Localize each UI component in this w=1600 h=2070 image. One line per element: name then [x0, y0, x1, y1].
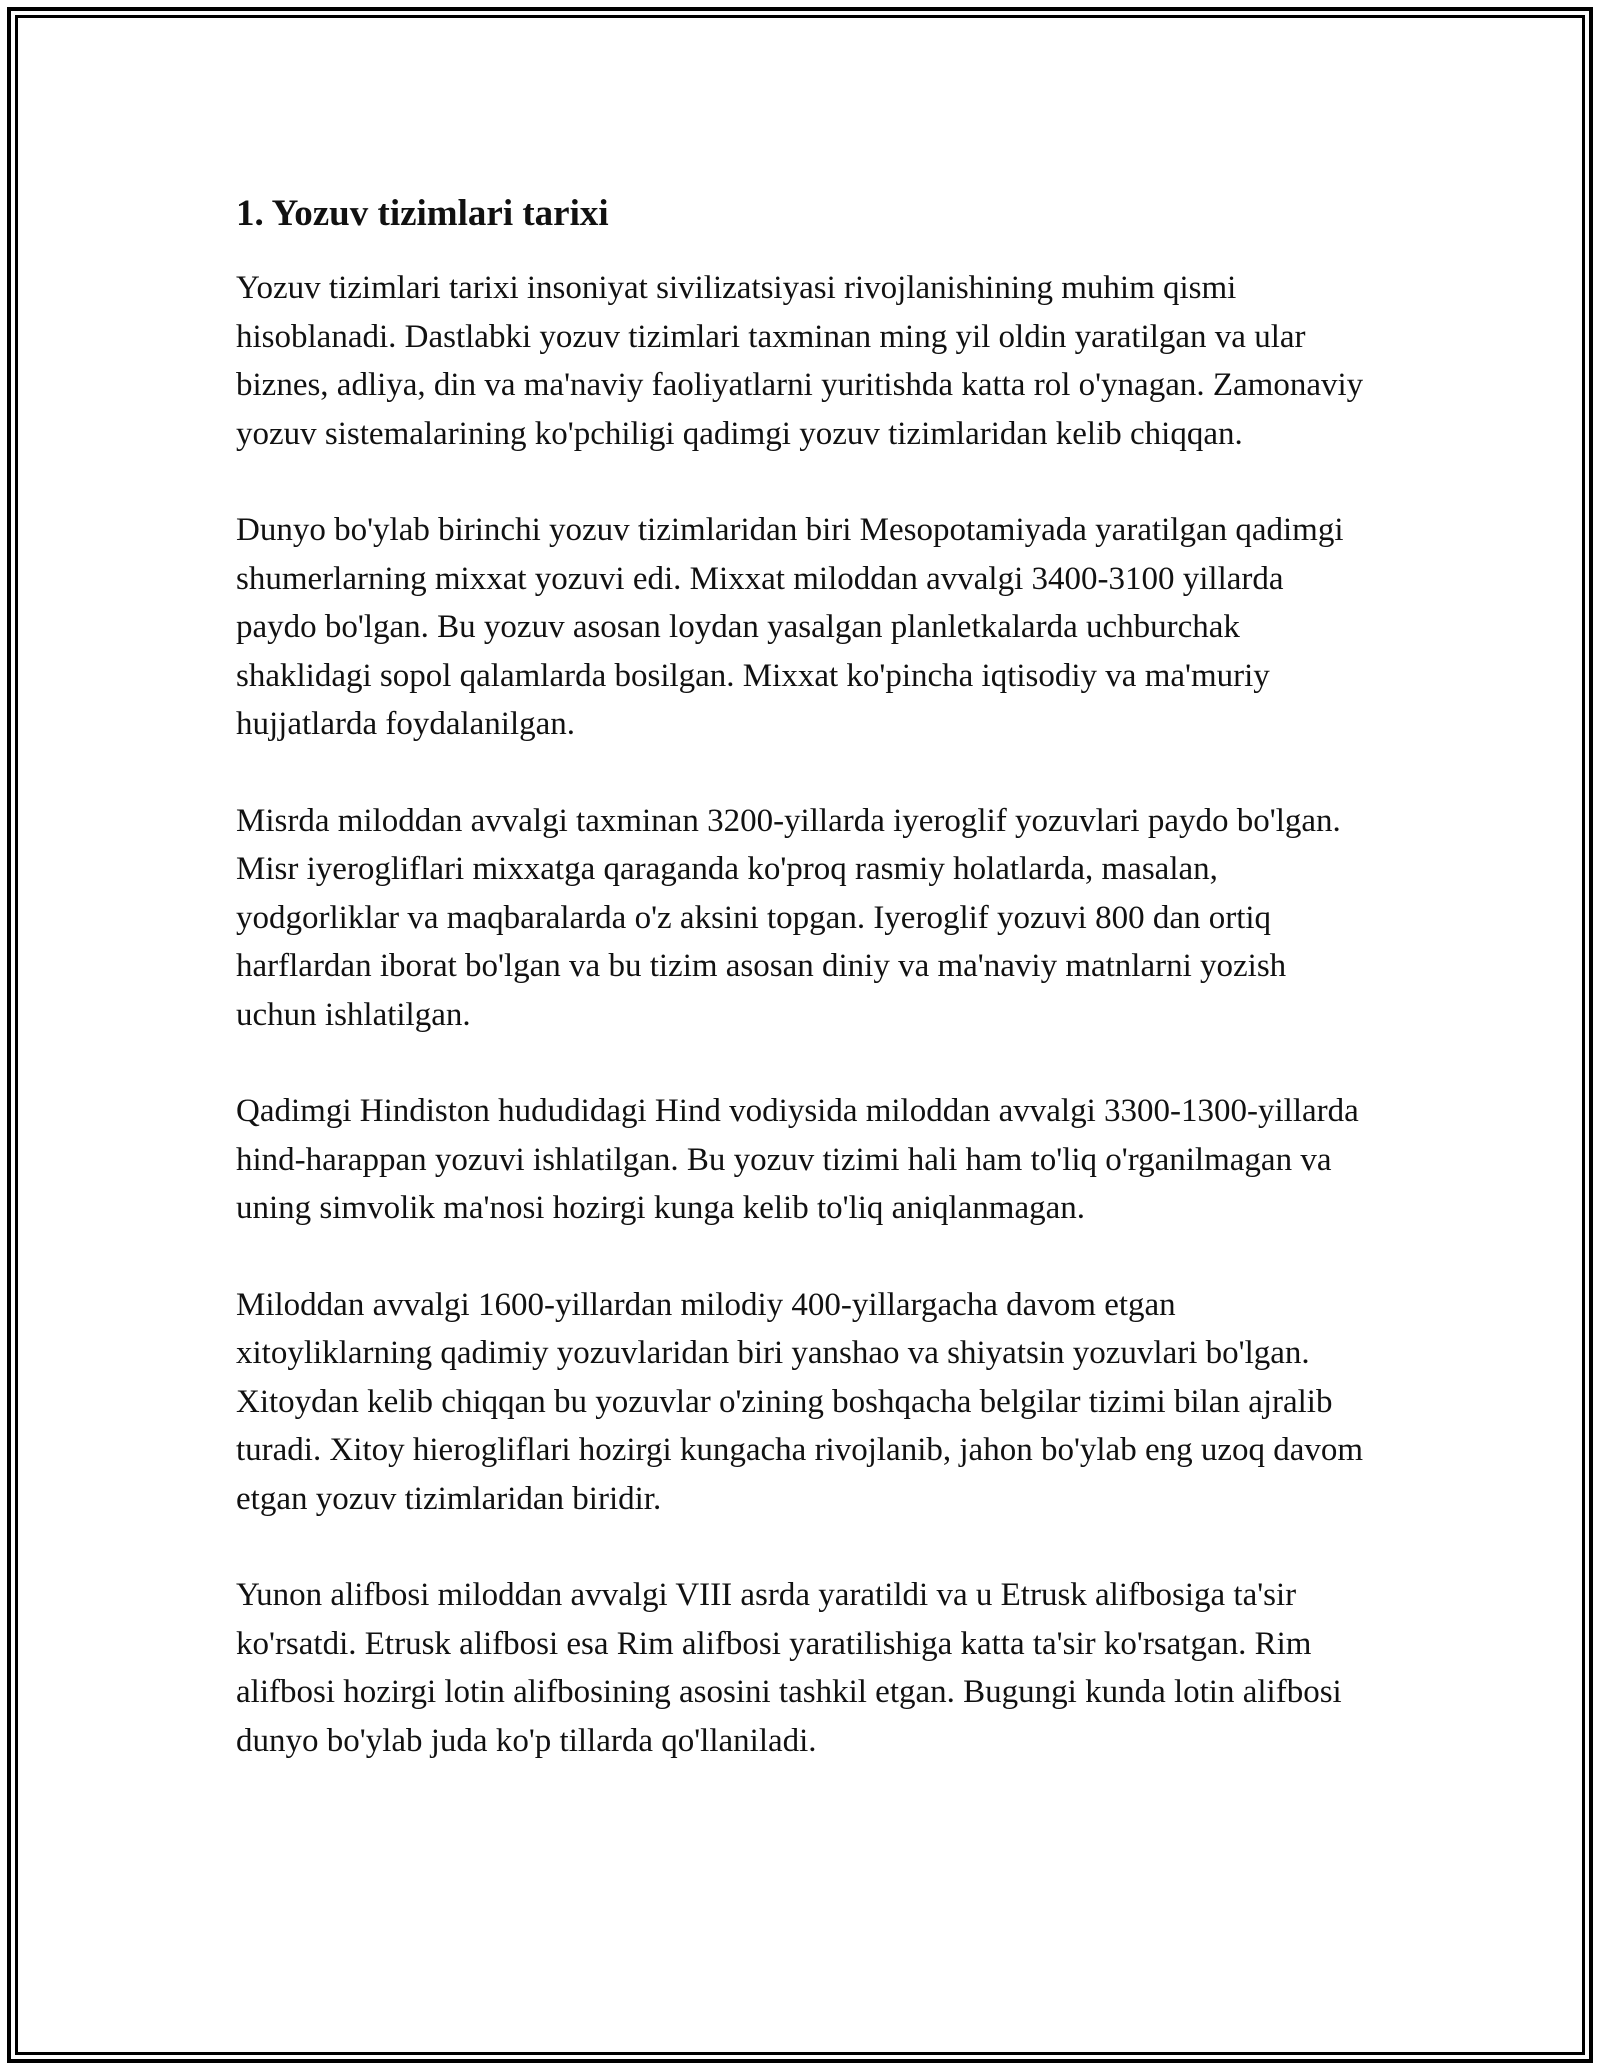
section-heading: 1. Yozuv tizimlari tarixi — [236, 193, 609, 234]
paragraph-introduction: Yozuv tizimlari tarixi insoniyat sivilizatsiyasi rivojlanishining muhim qismi hisoblanadi. Dastlabki yozuv tizimlari taxminan ming yil oldin yaratilgan va ular biznes, adliya, din va ma'naviy faoliyatlarni yuritishda katta rol o'ynagan. Zamonaviy yozuv sistemalarining ko'pchiligi qadimgi yozuv tizimlaridan kelib chiqqan. — [236, 270, 1364, 452]
paragraph-china: Miloddan avvalgi 1600-yillardan milodiy 400-yillargacha davom etgan xitoyliklarning qadimiy yozuvlaridan biri yanshao va shiyatsin yozuvlari bo'lgan. Xitoydan kelib chiqqan bu yozuvlar o'zining boshqacha belgilar tizimi bilan ajralib turadi. Xitoy hierogliflari hozirgi kungacha rivojlanib, jahon bo'ylab eng uzoq davom etgan yozuv tizimlaridan biridir. — [236, 1286, 1364, 1517]
document-body — [236, 186, 1366, 1765]
paragraph-egypt: Misrda miloddan avvalgi taxminan 3200-yillarda iyeroglif yozuvlari paydo bo'lgan. Misr iyerogliflari mixxatga qaraganda ko'proq rasmiy holatlarda, masalan, yodgorliklar va maqbaralarda o'z aksini topgan. Iyeroglif yozuvi 800 dan ortiq harflardan iborat bo'lgan va bu tizim asosan diniy va ma'naviy matnlarni yozish uchun ishlatilgan. — [236, 802, 1341, 1033]
paragraph-mesopotamia: Dunyo bo'ylab birinchi yozuv tizimlaridan biri Mesopotamiyada yaratilgan qadimgi shumerlarning mixxat yozuvi edi. Mixxat miloddan avvalgi 3400-3100 yillarda paydo bo'lgan. Bu yozuv asosan loydan yasalgan planletkalarda uchburchak shaklidagi sopol qalamlarda bosilgan. Mixxat ko'pincha iqtisodiy va ma'muriy hujjatlarda foydalanilgan. — [236, 512, 1344, 742]
paragraph-indus: Qadimgi Hindiston hududidagi Hind vodiysida miloddan avvalgi 3300-1300-yillarda hind-harappan yozuvi ishlatilgan. Bu yozuv tizimi hali ham to'liq o'rganilmagan va uning simvolik ma'nosi hozirgi kunga kelib to'liq aniqlanmagan. — [236, 1093, 1359, 1226]
paragraph-greek-alphabet: Yunon alifbosi miloddan avvalgi VIII asrda yaratildi va u Etrusk alifbosiga ta'sir ko'rsatdi. Etrusk alifbosi esa Rim alifbosi yaratilishiga katta ta'sir ko'rsatgan. Rim alifbosi hozirgi lotin alifbosining asosini tashkil etgan. Bugungi kunda lotin alifbosi dunyo bo'ylab juda ko'p tillarda qo'llaniladi. — [236, 1577, 1342, 1759]
